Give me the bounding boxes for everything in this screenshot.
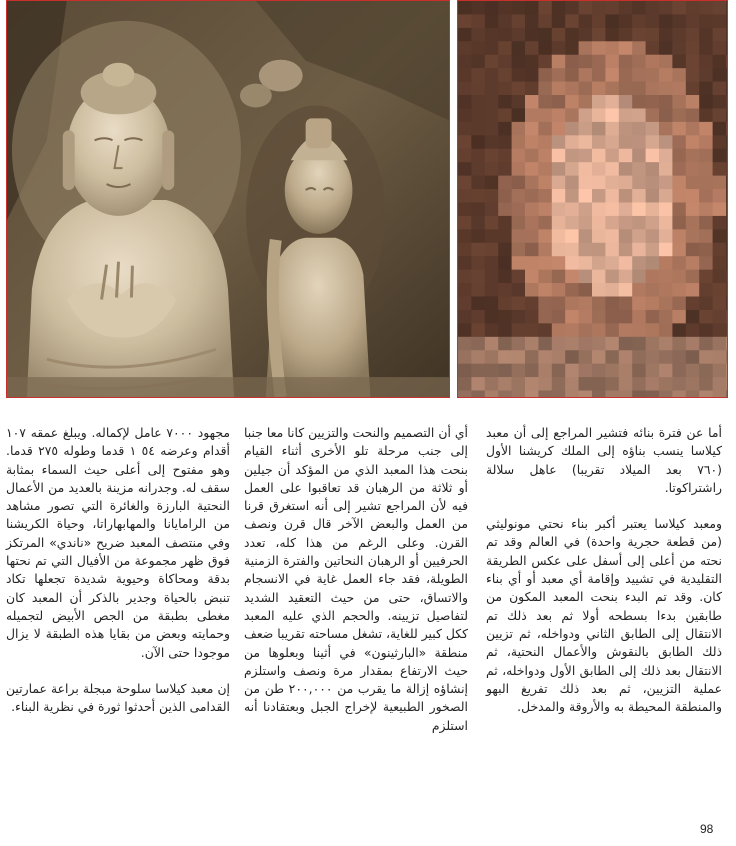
- paragraph-design-and-scale: أي أن التصميم والنحت والتزيين كانا معا جنبا إلى جنب مرحلة تلو الأخرى أثناء القيام بنحت هذا المعبد الذي من المؤكد أن جيلين أو ثلاثة من الرهبان قد تعاقبوا على العمل فيه لأن المراجع تشير إلى أنه استغرق قرنا من العمل والبعض الآخر قال قرن ونصف القرن. وعلى الرغم من هذا كله، تعدد الحرفيين أو الرهبان النحاتين والفترة الزمنية الطويلة، فقد جاء العمل غاية في الانسجام والاتساق، حتى من حيث التعقيد الشديد لتفاصيل تزيينه. والحجم الذي عليه المعبد ككل كبير للغاية، تشغل مساحته تقريبا ضعف منطقة «البارثينون» في أثينا وبعلوها من حيث الارتفاع بمقدار مرة ونصف واستلزم إنشاؤه إزالة ما يقرب من ٢٠٠,٠٠٠ طن من الصخور الطبيعية لإخراج الجبل وبعتقادنا أنه استلزم: [244, 425, 468, 733]
- buddha-sculpture-photo: [6, 0, 450, 398]
- paragraph-dimensions-decoration: مجهود ٧٠٠٠ عامل لإكماله. ويبلغ عمقه ١٠٧ أقدام وعرضه ٥٤ ١ قدما وطوله ٢٧٥ قدما. وهو مفتوح إلى أعلى حيث السماء بمثابة سقف له. وجدرانه مزينة بالعديد من الأعمال النحتية البارزة والغائرة التي تصور مشاهد من الرامايانا والمهابهاراتا، وحياة الكريشنا وفي منتصف المعبد ضريح «ناندي» المرتكز فوق ظهر مجموعة من الأفيال التي تم نحتها بدقة ومحاكاة وحيوية شديدة تجعلها تكاد تنبض بالحياة وجدير بالذكر أن المعبد كان مغطى بطبقة من الجص الأبيض لتجميله وحمايته وبعض من بقايا هذه الطبقة لا يزال موجودا حتى الآن.: [6, 425, 230, 660]
- page-number: 98: [700, 822, 714, 836]
- pixelated-sculpture-image: [458, 1, 727, 397]
- paragraph-temple-history: أما عن فترة بنائه فتشير المراجع إلى أن معبد كيلاسا ينسب بناؤه إلى الملك كريشنا الأول (٧٦٠ بعد الميلاد تقريبا) عاهل سلالة راشتراكوتا.: [486, 425, 722, 495]
- paragraph-monolithic-carving: ومعبد كيلاسا يعتبر أكبر بناء نحتي مونوليثي (من قطعة حجرية واحدة) في العالم وقد تم نحته من أعلى إلى أسفل على عكس الطريقة التقليدية في تشييد وإقامة أي معبد أو أي بناء كان. وقد تم البدء بنحت المعبد المكون من طابقين بدءا بسطحه أولا ثم بعد ذلك تم الانتقال إلى الطابق الثاني ودواخله، ثم تزيين ذلك الطابق بالنقوش والأعمال النحتية، ثم الانتقال بعد ذلك إلى الطابق الأول ودواخله، ثم عملية التزيين، ثم بعد ذلك تفريغ البهو والمنطقة المحيطة به والأروقة والمدخل.: [486, 516, 722, 715]
- buddha-sculpture-image: [7, 1, 449, 397]
- paragraph-conclusion: إن معبد كيلاسا سلوحة مبجلة براعة عمارتين القدامى الذين أحدثوا ثورة في نظرية البناء.: [6, 680, 230, 715]
- article-column-middle: [244, 424, 468, 753]
- article-column-left: [6, 424, 230, 734]
- pixelated-sculpture-photo: [457, 0, 728, 398]
- article-column-right: [486, 424, 722, 734]
